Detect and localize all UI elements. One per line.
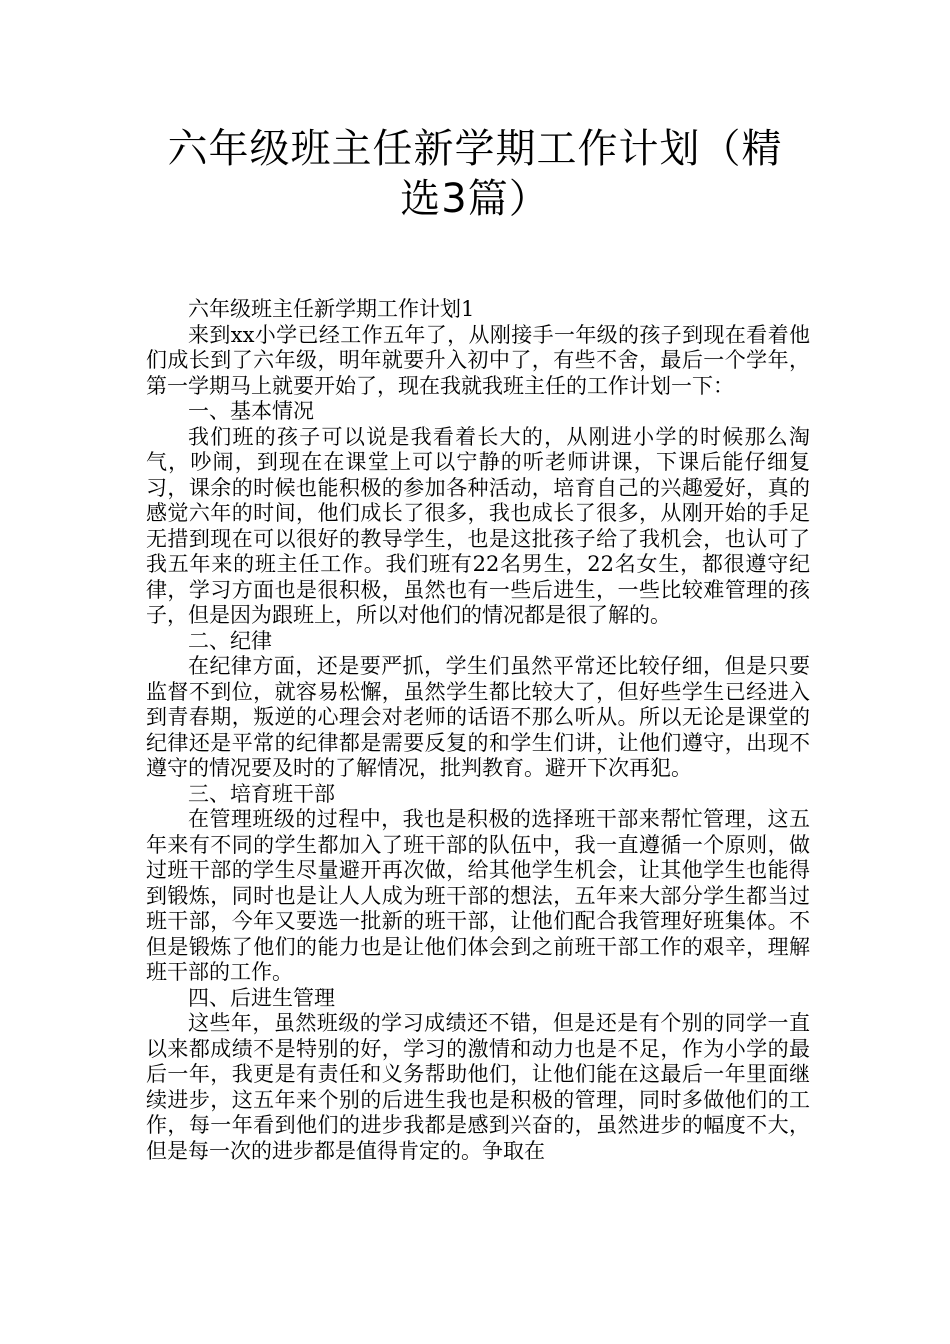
section-heading-basic-situation: 一、基本情况 [188,399,314,423]
intro-paragraph: 来到xx小学已经工作五年了，从刚接手一年级的孩子到现在看着他们成长到了六年级，明年就要升入初中了，有些不舍，最后一个学年，第一学期马上就要开始了，现在我就我班主任的工作计划一下： [146,322,810,398]
section-heading-plan-1: 六年级班主任新学期工作计划1 [188,297,475,321]
section-heading-discipline: 二、纪律 [188,628,272,653]
struggling-students-paragraph: 这些年，虽然班级的学习成绩还不错，但是还是有个别的同学一直以来都成绩不是特别的好，学习的激情和动力也是不足，作为小学的最后一年，我更是有责任和义务帮助他们，让他们能在这最后一年里面继续进步，这五年来个别的后进生我也是积极的管理，同时多做他们的工作，每一年看到他们的进步我都是感到兴奋的，虽然进步的幅度不大，但是每一次的进步都是值得肯定的。争取在 [146,1011,810,1163]
discipline-paragraph: 在纪律方面，还是要严抓，学生们虽然平常还比较仔细，但是只要监督不到位，就容易松懈，虽然学生都比较大了，但好些学生已经进入到青春期，叛逆的心理会对老师的话语不那么听从。所以无论是课堂的纪律还是平常的纪律都是需要反复的和学生们讲，让他们遵守，出现不遵守的情况要及时的了解情况，批判教育。避开下次再犯。 [146,654,810,780]
section-heading-class-cadres: 三、培育班干部 [188,781,335,806]
basic-situation-paragraph: 我们班的孩子可以说是我看着长大的，从刚进小学的时候那么淘气，吵闹，到现在在课堂上可以宁静的听老师讲课，下课后能仔细复习，课余的时候也能积极的参加各种活动，培育自己的兴趣爱好，真的感觉六年的时间，他们成长了很多，我也成长了很多，从刚开始的手足无措到现在可以很好的教导学生，也是这批孩子给了我机会，也认可了我五年来的班主任工作。我们班有22名男生，22名女生，都很遵守纪律，学习方面也是很积极，虽然也有一些后进生，一些比较难管理的孩子，但是因为跟班上，所以对他们的情况都是很了解的。 [146,424,810,627]
section-heading-struggling-students: 四、后进生管理 [188,985,335,1010]
class-cadres-paragraph: 在管理班级的过程中，我也是积极的选择班干部来帮忙管理，这五年来有不同的学生都加入了班干部的队伍中，我一直遵循一个原则，做过班干部的学生尽量避开再次做，给其他学生机会，让其他学生也能得到锻炼，同时也是让人人成为班干部的想法，五年来大部分学生都当过班干部，今年又要选一批新的班干部，让他们配合我管理好班集体。不但是锻炼了他们的能力也是让他们体会到之前班干部工作的艰辛，理解班干部的工作。 [146,807,810,984]
document-title: 六年级班主任新学期工作计划（精选3篇） [167,126,783,222]
document-body [146,297,810,1164]
